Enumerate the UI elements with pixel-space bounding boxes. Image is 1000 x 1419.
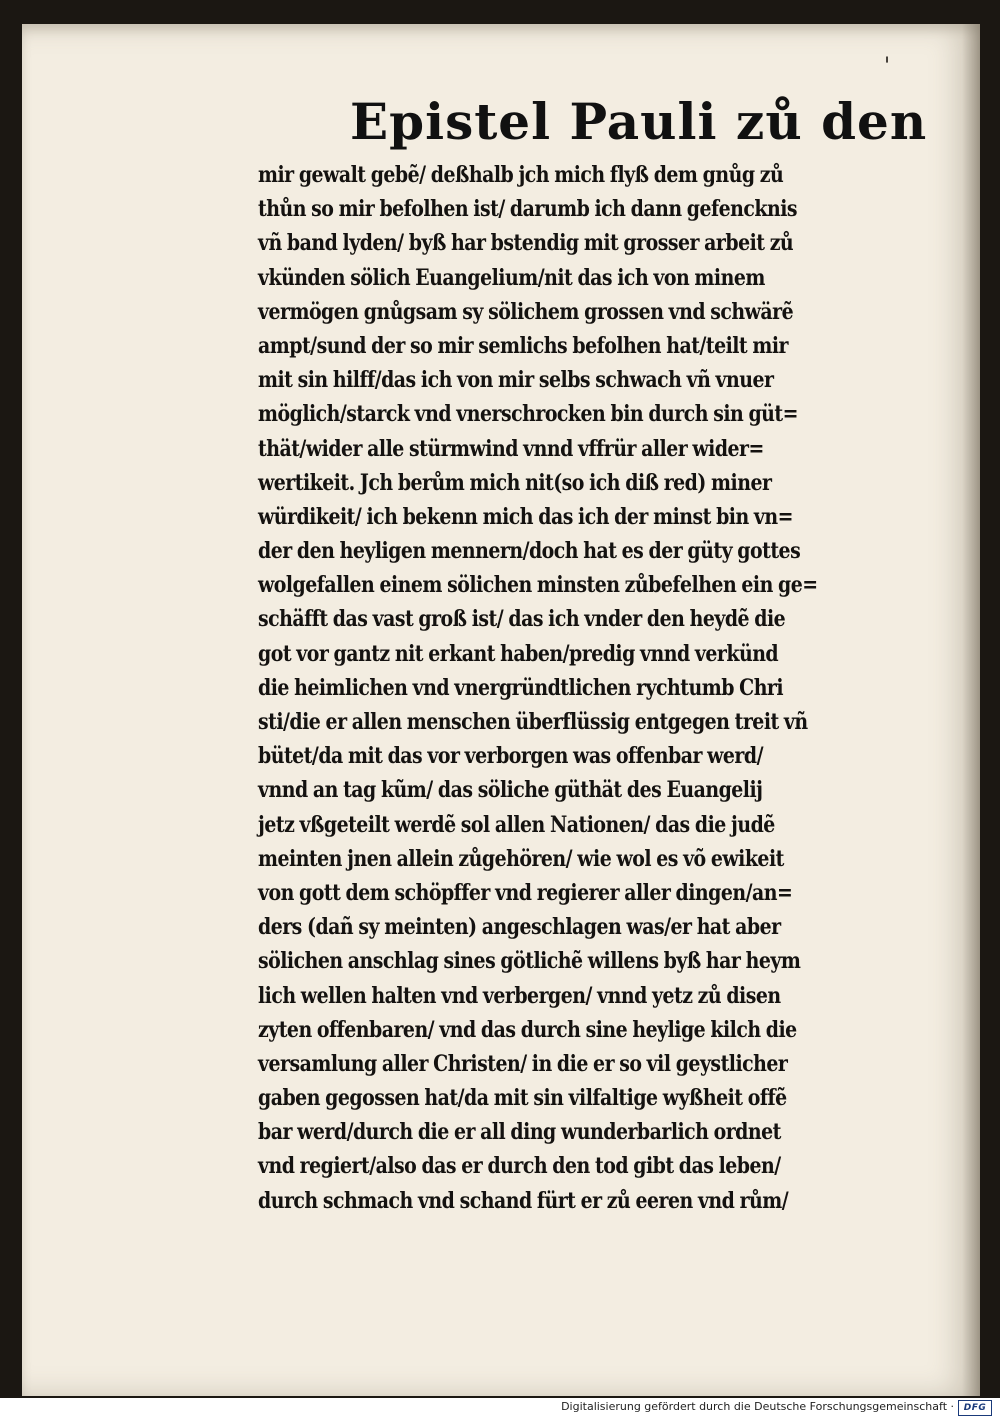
text-line: der den heyligen mennern/doch hat es der güty gottes xyxy=(258,538,801,565)
text-line: thät/wider alle stürmwind vnnd vffrür aller wider= xyxy=(258,435,764,462)
text-line: versamlung aller Christen/ in die er so vil geystlicher xyxy=(258,1050,788,1077)
text-line: wertikeit. Jch berům mich nit(so ich diß red) miner xyxy=(258,469,772,496)
text-line: lich wellen halten vnd verbergen/ vnnd yetz zů disen xyxy=(258,982,781,1009)
dfg-logo-icon: DFG xyxy=(958,1400,992,1416)
text-line: vnd regiert/also das er durch den tod gibt das leben/ xyxy=(258,1153,781,1180)
text-line: möglich/starck vnd vnerschrocken bin durch sin güt= xyxy=(258,401,798,428)
text-line: got vor gantz nit erkant haben/predig vnnd verkünd xyxy=(258,640,779,667)
text-line: zyten offenbaren/ vnd das durch sine heylige kilch die xyxy=(258,1016,797,1043)
text-line: würdikeit/ ich bekenn mich das ich der minst bin vn= xyxy=(258,503,793,530)
text-line: durch schmach vnd schand fürt er zů eeren vnd rům/ xyxy=(258,1187,789,1214)
text-line: schäfft das vast groß ist/ das ich vnder den heydẽ die xyxy=(258,606,786,633)
text-line: gaben gegossen hat/da mit sin vilfaltige wyßheit offẽ xyxy=(258,1085,787,1112)
text-line: thůn so mir befolhen ist/ darumb ich dann gefencknis xyxy=(258,196,798,223)
text-line: mir gewalt gebẽ/ deßhalb jch mich flyß dem gnůg zů xyxy=(258,162,784,188)
text-line: jetz vßgeteilt werdẽ sol allen Nationen/ das die judẽ xyxy=(258,811,775,838)
folio-mark: ' xyxy=(884,54,891,79)
text-line: meinten jnen allein zůgehören/ wie wol es võ ewikeit xyxy=(258,845,784,872)
text-line: bar werd/durch die er all ding wunderbarlich ordnet xyxy=(258,1119,781,1146)
text-line: mit sin hilff/das ich von mir selbs schwach vñ vnuer xyxy=(258,367,774,394)
text-line: vnnd an tag kũm/ das söliche güthät des Euangelij xyxy=(258,777,763,804)
text-line: sölichen anschlag sines götlichẽ willens byß har heym xyxy=(258,948,801,975)
running-head: Epistel Pauli zů den xyxy=(350,92,928,151)
text-line: ders (dañ sy meinten) angeschlagen was/er hat aber xyxy=(258,914,781,941)
text-line: von gott dem schöpffer vnd regierer aller dingen/an= xyxy=(258,879,793,906)
text-line: wolgefallen einem sölichen minsten zůbefelhen ein ge= xyxy=(258,572,818,599)
footer-credit: Digitalisierung gefördert durch die Deutsche Forschungsgemeinschaft · xyxy=(561,1400,954,1413)
text-line: vermögen gnůgsam sy sölichem grossen vnd schwärẽ xyxy=(258,298,794,325)
text-line: ampt/sund der so mir semlichs befolhen hat/teilt mir xyxy=(258,332,789,359)
text-line: vkünden sölich Euangelium/nit das ich von minem xyxy=(258,264,765,291)
text-line: bütet/da mit das vor verborgen was offenbar werd/ xyxy=(258,743,763,770)
body-text xyxy=(258,158,918,1218)
footer-bar xyxy=(0,1398,1000,1419)
text-line: die heimlichen vnd vnergründtlichen rychtumb Chri xyxy=(258,674,784,701)
text-line: sti/die er allen menschen überflüssig entgegen treit vñ xyxy=(258,709,808,735)
text-line: vñ band lyden/ byß har bstendig mit grosser arbeit zů xyxy=(258,230,794,257)
page-edge-shadow xyxy=(962,24,980,1396)
